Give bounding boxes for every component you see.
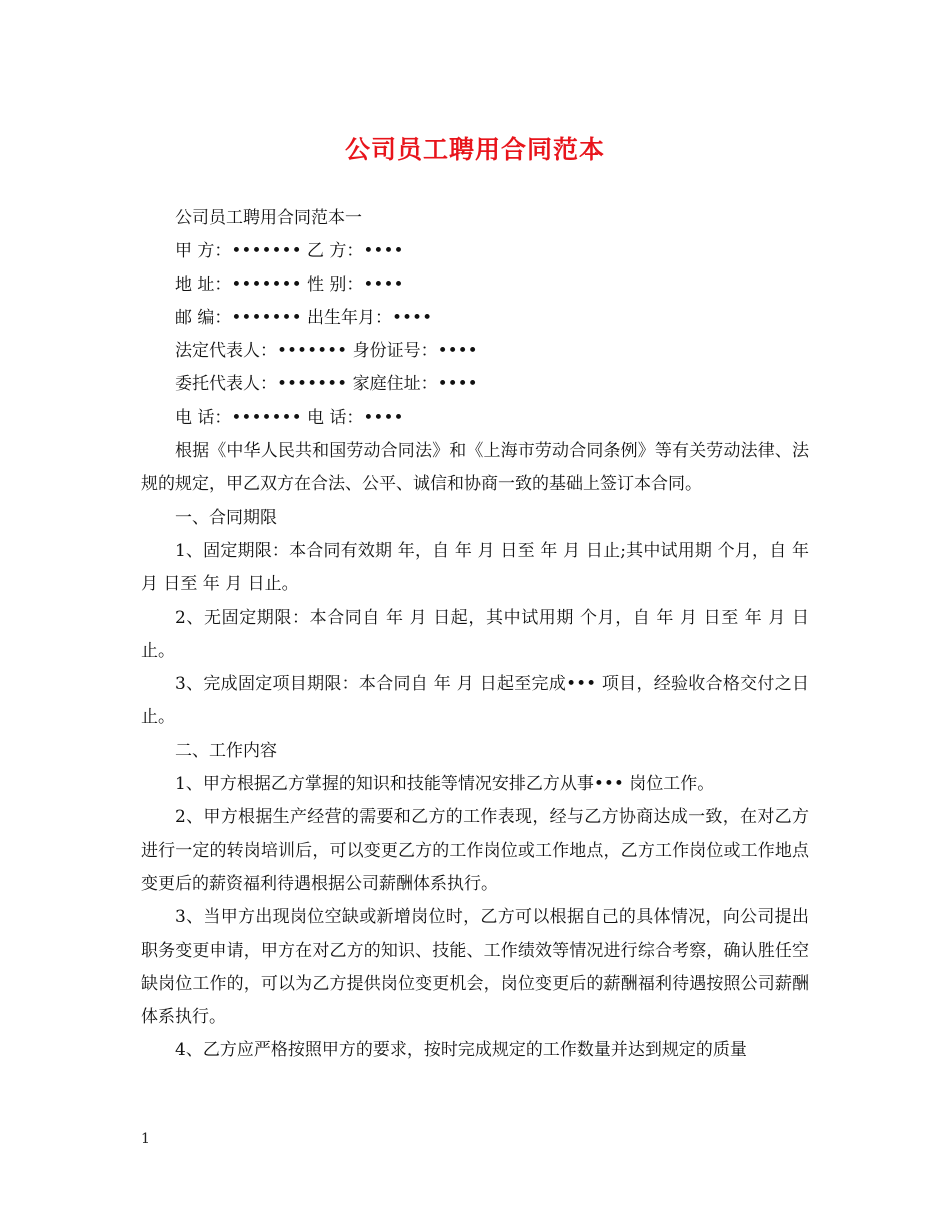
section-heading: 二、工作内容 — [175, 740, 277, 761]
paragraph: 根据《中华人民共和国劳动合同法》和《上海市劳动合同条例》等有关劳动法律、法规的规定，甲乙双方在合法、公平、诚信和协商一致的基础上签订本合同。 — [141, 441, 809, 495]
paragraph: 2、无固定期限：本合同自 年 月 日起，其中试用期 个月，自 年 月 日至 年 月 日止。 — [141, 607, 809, 661]
paragraph: 3、完成固定项目期限：本合同自 年 月 日起至完成••• 项目，经验收合格交付之日止。 — [141, 674, 809, 728]
paragraph: 1、固定期限：本合同有效期 年，自 年 月 日至 年 月 日止;其中试用期 个月，自 年 月 日至 年 月 日止。 — [141, 540, 809, 595]
paragraph: 电 话：••••••• 电 话：•••• — [175, 407, 404, 428]
document-title: 公司员工聘用合同范本 — [344, 135, 605, 164]
paragraph: 4、乙方应严格按照甲方的要求，按时完成规定的工作数量并达到规定的质量 — [175, 1040, 747, 1061]
page-number: 1 — [141, 1131, 150, 1147]
paragraph: 委托代表人：••••••• 家庭住址：•••• — [175, 374, 478, 395]
paragraph: 3、当甲方出现岗位空缺或新增岗位时，乙方可以根据自己的具体情况，向公司提出职务变更申请，甲方在对乙方的知识、技能、工作绩效等情况进行综合考察，确认胜任空缺岗位工作的，可以为乙方提供岗位变更机会，岗位变更后的薪酬福利待遇按照公司薪酬体系执行。 — [141, 907, 809, 1028]
section-heading: 一、合同期限 — [175, 507, 277, 528]
paragraph: 邮 编：••••••• 出生年月：•••• — [175, 307, 433, 328]
paragraph: 地 址：••••••• 性 别：•••• — [175, 274, 404, 295]
document-body — [141, 202, 809, 1068]
paragraph: 甲 方：••••••• 乙 方：•••• — [175, 241, 404, 262]
paragraph: 1、甲方根据乙方掌握的知识和技能等情况安排乙方从事••• 岗位工作。 — [175, 774, 715, 795]
paragraph: 公司员工聘用合同范本一 — [175, 208, 362, 228]
paragraph: 2、甲方根据生产经营的需要和乙方的工作表现，经与乙方协商达成一致，在对乙方进行一定的转岗培训后，可以变更乙方的工作岗位或工作地点，乙方工作岗位或工作地点变更后的薪资福利待遇根据公司薪酬体系执行。 — [141, 807, 809, 894]
paragraph: 法定代表人：••••••• 身份证号：•••• — [175, 341, 478, 362]
